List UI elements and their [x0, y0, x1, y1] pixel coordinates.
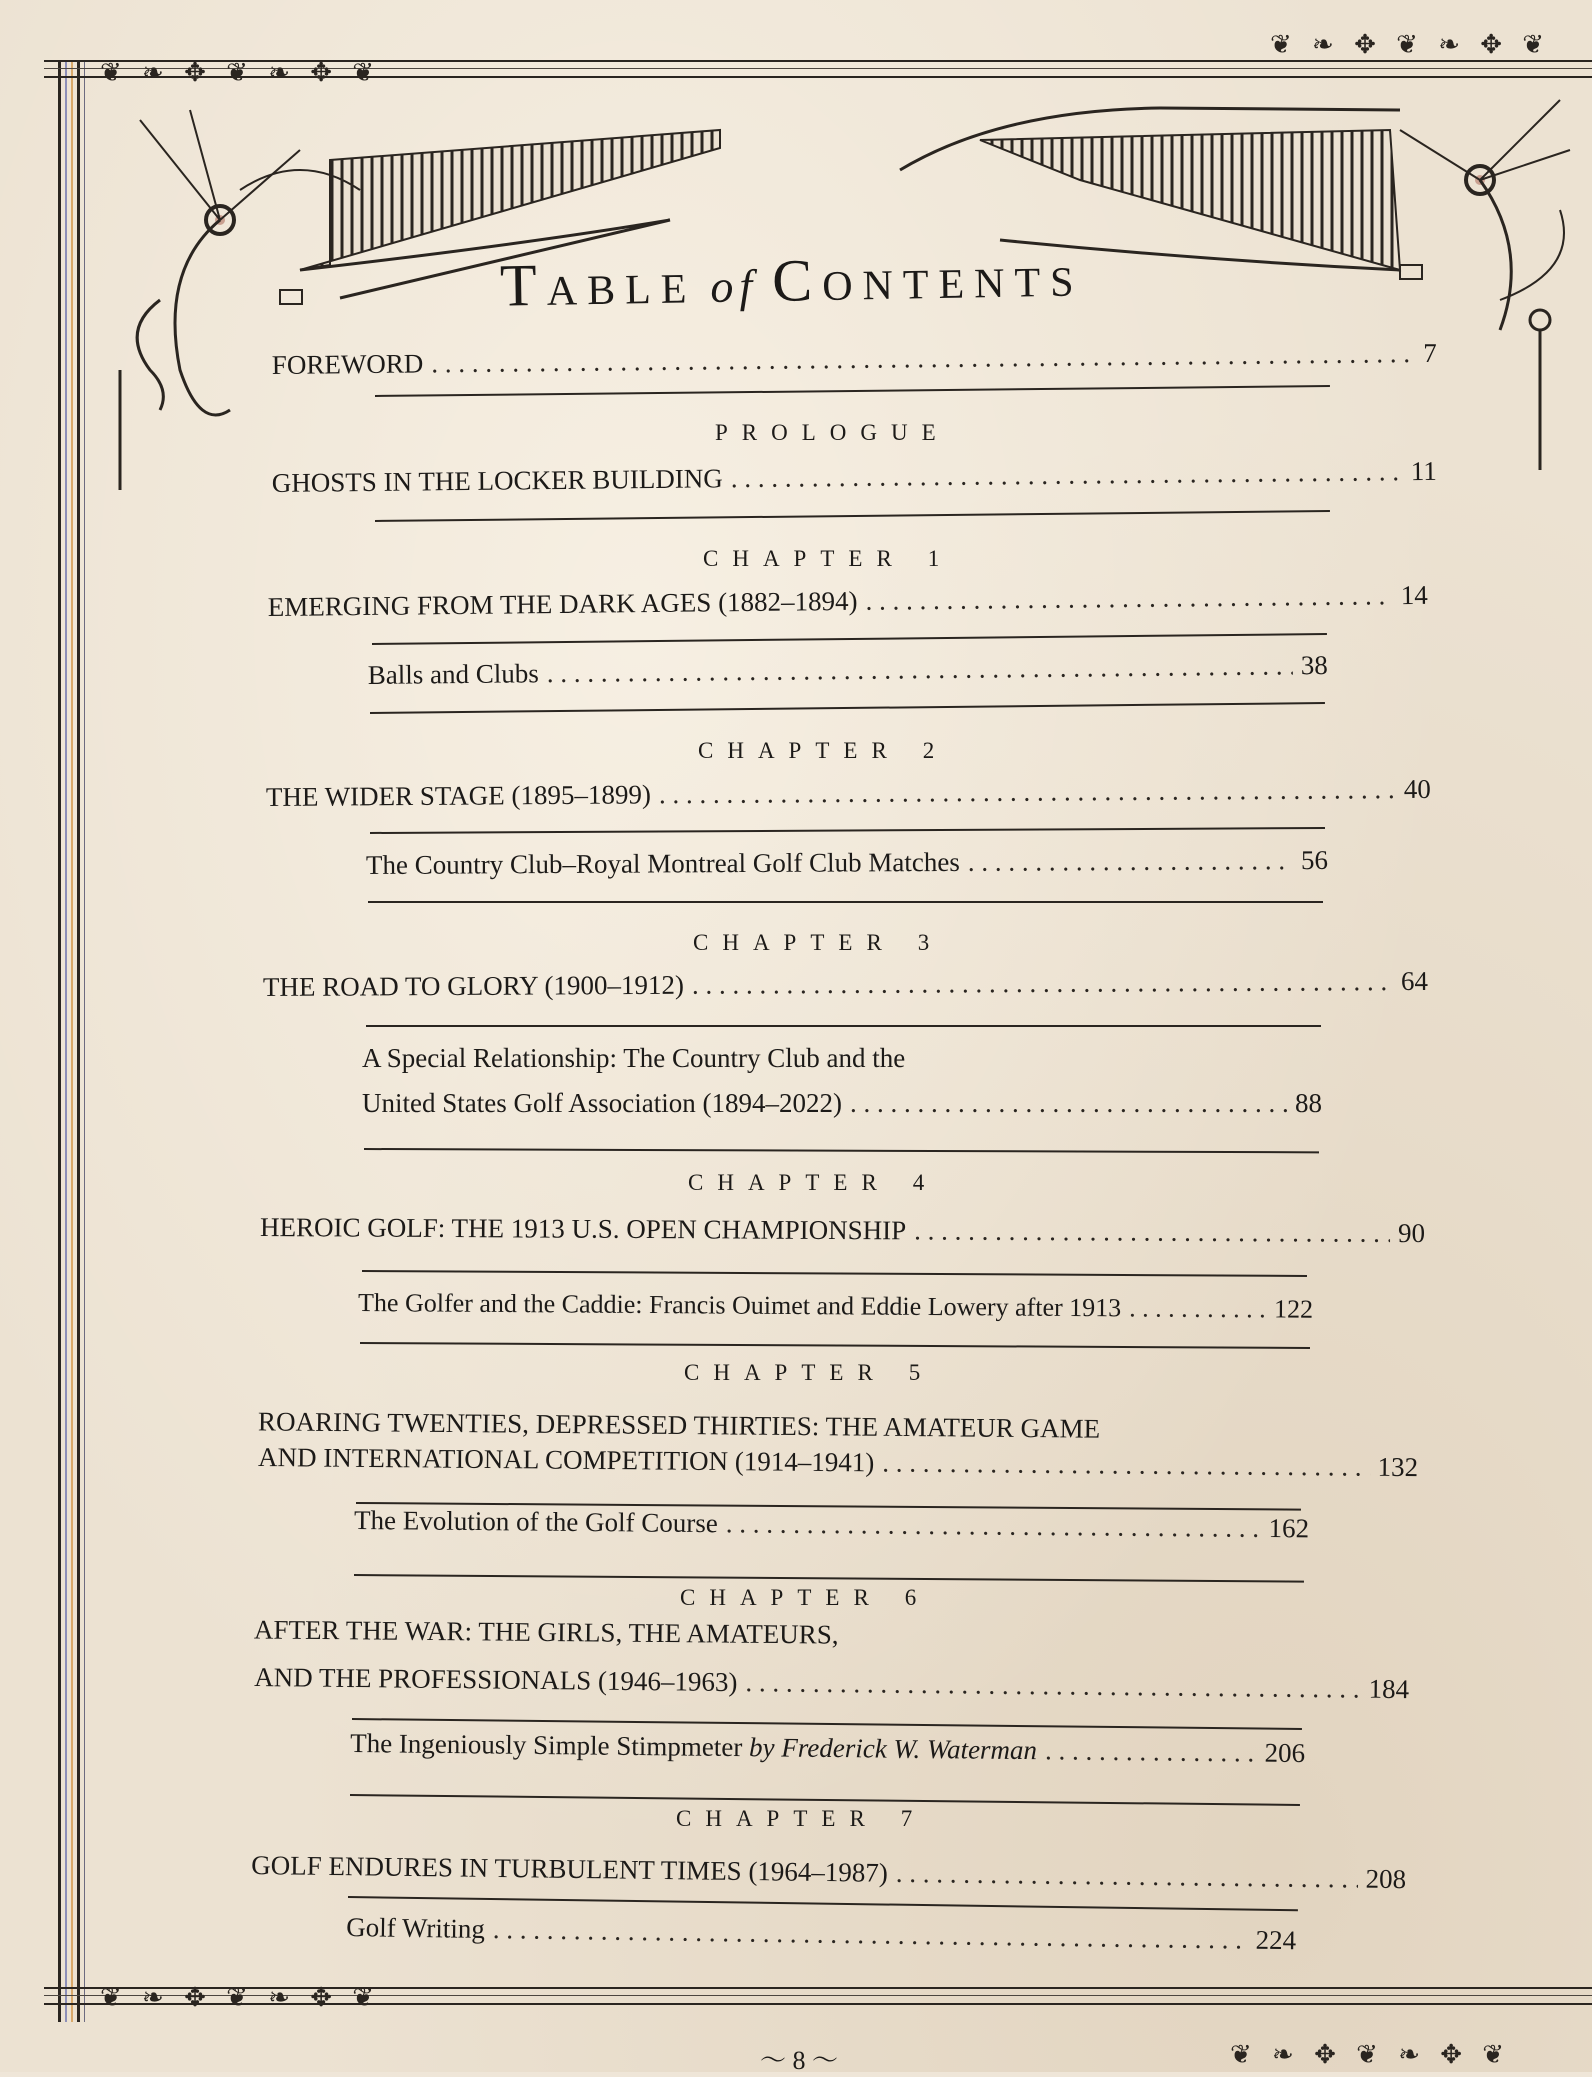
toc-entry-page: 206	[1264, 1737, 1306, 1769]
dot-leader	[968, 845, 1293, 878]
dot-leader	[692, 966, 1393, 1001]
divider-rule	[362, 1270, 1307, 1277]
dot-leader	[726, 1508, 1261, 1544]
divider-rule	[348, 1896, 1298, 1911]
top-right-scroll-ornament: ❦ ❧ ✥ ❦ ❧ ✥ ❦	[1270, 30, 1551, 60]
chapter-7-heading: CHAPTER 7	[676, 1806, 927, 1831]
toc-entry-page: 224	[1255, 1924, 1297, 1956]
toc-entry-page: 56	[1300, 844, 1328, 876]
chapter-4-heading: CHAPTER 4	[688, 1170, 939, 1195]
toc-entry-label: United States Golf Association (1894–2022)	[362, 1088, 842, 1118]
divider-rule	[350, 1794, 1300, 1806]
prologue-heading: PROLOGUE	[715, 420, 950, 445]
toc-entry-label: Balls and Clubs	[367, 658, 539, 691]
toc-entry-prologue[interactable]	[272, 456, 1437, 499]
toc-entry-page: 7	[1423, 337, 1437, 368]
dot-leader	[850, 1088, 1287, 1119]
dot-leader	[431, 338, 1415, 379]
title-word-of: of	[709, 260, 759, 312]
chapter-6-heading: CHAPTER 6	[680, 1585, 931, 1610]
toc-entry-label: EMERGING FROM THE DARK AGES (1882–1894)	[267, 585, 858, 623]
toc-entry-chapter-4-sub[interactable]	[358, 1288, 1313, 1325]
toc-entry-page: 90	[1397, 1217, 1426, 1249]
divider-rule	[354, 1574, 1304, 1583]
chapter-5-heading: CHAPTER 5	[684, 1360, 935, 1385]
toc-entry-page: 14	[1400, 579, 1428, 611]
dot-leader	[493, 1914, 1248, 1956]
toc-entry-chapter-1-sub[interactable]	[368, 650, 1328, 691]
divider-rule	[368, 901, 1323, 903]
toc-entry-label: GOLF ENDURES IN TURBULENT TIMES (1964–1987)	[251, 1850, 889, 1888]
dot-leader	[659, 774, 1396, 810]
toc-entry-chapter-3[interactable]	[263, 966, 1428, 1003]
title-word-contents: Contents	[771, 242, 1084, 314]
divider-rule	[360, 1342, 1310, 1349]
toc-entry-chapter-6[interactable]	[254, 1662, 1409, 1705]
toc-entry-page: 122	[1273, 1294, 1314, 1324]
divider-rule	[372, 633, 1327, 645]
toc-entry-chapter-6-sub[interactable]	[350, 1728, 1305, 1769]
toc-entry-label: The Country Club–Royal Montreal Golf Club Matches	[365, 846, 960, 880]
toc-entry-page: 162	[1268, 1512, 1310, 1544]
toc-entry-chapter-5-sub[interactable]	[354, 1505, 1309, 1544]
folio-left-flourish: 〜	[760, 2046, 793, 2075]
folio-right-flourish: 〜	[805, 2046, 839, 2075]
toc-entry-page: 40	[1403, 773, 1431, 805]
dot-leader	[745, 1667, 1360, 1704]
toc-entry-label: The Golfer and the Caddie: Francis Ouimet and Eddie Lowery after 1913	[358, 1288, 1122, 1323]
toc-entry-page: 132	[1377, 1451, 1419, 1483]
toc-entry-chapter-7[interactable]	[251, 1850, 1406, 1895]
dot-leader	[896, 1858, 1358, 1895]
toc-entry-chapter-7-sub[interactable]	[346, 1912, 1296, 1956]
toc-entry-label: THE ROAD TO GLORY (1900–1912)	[262, 969, 684, 1002]
divider-rule	[375, 385, 1330, 397]
dot-leader	[882, 1447, 1370, 1482]
title-word-table: Table	[499, 249, 697, 319]
divider-rule	[364, 1148, 1319, 1153]
toc-entry-page: 208	[1365, 1863, 1407, 1895]
divider-rule	[370, 702, 1325, 714]
dot-leader	[547, 650, 1293, 689]
author-byline: by Frederick W. Waterman	[748, 1732, 1038, 1766]
toc-entry-chapter-6-line1[interactable]: AFTER THE WAR: THE GIRLS, THE AMATEURS,	[253, 1614, 839, 1650]
toc-entry-label: The Ingeniously Simple Stimpmeter by Frederick W. Waterman	[350, 1728, 1038, 1766]
toc-entry-page: 64	[1400, 965, 1428, 997]
divider-rule	[352, 1718, 1302, 1730]
toc-entry-label: FOREWORD	[271, 348, 424, 381]
dot-leader	[865, 580, 1393, 617]
dot-leader	[1129, 1293, 1266, 1324]
toc-entry-chapter-4[interactable]	[260, 1212, 1425, 1249]
toc-entry-chapter-5-line1[interactable]: ROARING TWENTIES, DEPRESSED THIRTIES: THE AMATEUR GAME	[257, 1406, 1101, 1444]
toc-entry-page: 11	[1410, 455, 1437, 487]
chapter-2-heading: CHAPTER 2	[698, 738, 949, 763]
toc-entry-page: 184	[1368, 1673, 1410, 1705]
divider-rule	[366, 1025, 1321, 1027]
toc-entry-chapter-1[interactable]	[268, 580, 1428, 623]
dot-leader	[914, 1215, 1390, 1248]
toc-entry-label: HEROIC GOLF: THE 1913 U.S. OPEN CHAMPIONSHIP	[260, 1212, 907, 1246]
toc-entry-page: 88	[1295, 1088, 1322, 1118]
bottom-left-scroll-ornament: ❦ ❧ ✥ ❦ ❧ ✥ ❦	[100, 1983, 381, 2013]
toc-entry-chapter-2[interactable]	[266, 774, 1431, 813]
chapter-1-heading: CHAPTER 1	[703, 546, 954, 571]
bottom-right-scroll-ornament: ❦ ❧ ✥ ❦ ❧ ✥ ❦	[1230, 2040, 1511, 2070]
toc-entry-label: GHOSTS IN THE LOCKER BUILDING	[271, 463, 723, 499]
divider-rule	[375, 510, 1330, 522]
toc-entry-label: The Evolution of the Golf Course	[354, 1505, 718, 1539]
toc-entry-page: 38	[1300, 649, 1328, 681]
chapter-3-heading: CHAPTER 3	[693, 930, 944, 955]
dot-leader	[1045, 1735, 1257, 1768]
toc-entry-label: AND INTERNATIONAL COMPETITION (1914–1941)	[258, 1442, 875, 1478]
toc-entry-chapter-5[interactable]	[258, 1442, 1418, 1483]
toc-entry-chapter-2-sub[interactable]	[366, 845, 1328, 881]
toc-entry-chapter-3-sub[interactable]	[362, 1088, 1322, 1119]
toc-entry-label: THE WIDER STAGE (1895–1899)	[265, 779, 652, 812]
toc-entry-label: Golf Writing	[346, 1912, 486, 1944]
toc-entry-foreword[interactable]	[272, 338, 1437, 381]
toc-entry-label: AND THE PROFESSIONALS (1946–1963)	[254, 1662, 738, 1698]
divider-rule	[370, 827, 1325, 834]
dot-leader	[731, 456, 1403, 494]
toc-entry-chapter-3-sub-line1[interactable]: A Special Relationship: The Country Club and the	[362, 1043, 906, 1073]
top-left-scroll-ornament: ❦ ❧ ✥ ❦ ❧ ✥ ❦	[100, 58, 381, 88]
page-number-folio: 〜 8 〜	[760, 2046, 839, 2075]
